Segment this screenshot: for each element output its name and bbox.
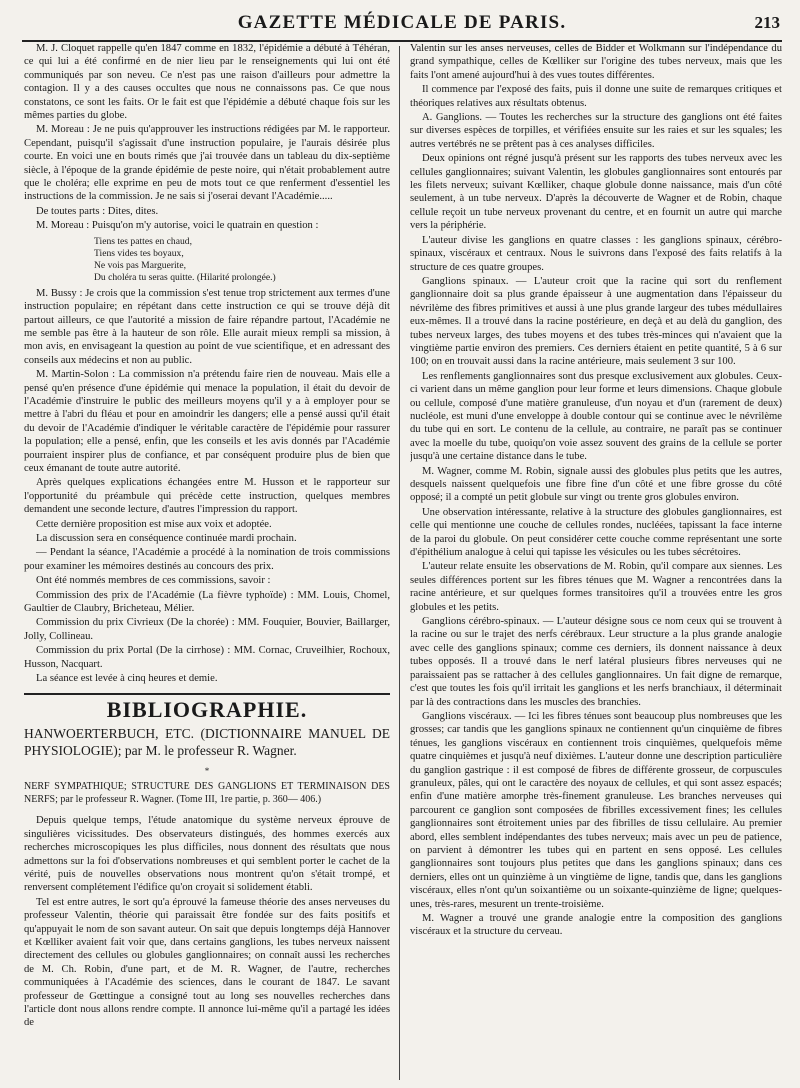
paragraph: La séance est levée à cinq heures et demie. (36, 673, 218, 685)
review-heading: HANWOERTERBUCH, ETC. (DICTIONNAIRE MANUEL DE PHYSIOLOGIE); par M. le professeur R. Wagner. (24, 725, 390, 758)
paragraph: Commission des prix de l'Académie (La fièvre typhoïde) : MM. Louis, Chomel, Gaultier de Claubry, Bricheteau, Mélier. (24, 589, 390, 615)
review-subheading: NERF SYMPATHIQUE; STRUCTURE DES GANGLIONS ET TERMINAISON DES NERFS; par le professeur R. Wagner. (Tome III, 1re partie, p. 360— 406.) (24, 781, 390, 806)
paragraph: A. Ganglions. — Toutes les recherches sur la structure des ganglions ont été faites sur diverses espèces de torpilles, et vérifiées ensuite sur les raies et sur les squales; les autres vertébrés ne se prêtent pas à ces analyses difficiles. (410, 112, 782, 150)
quatrain (94, 236, 390, 284)
paragraph: — Pendant la séance, l'Académie a procédé à la nomination de trois commissions pour examiner les mémoires destinés au concours des prix. (24, 547, 390, 572)
paragraph: Ont été nommés membres de ces commissions, savoir : (36, 575, 271, 587)
column-divider (399, 46, 400, 1080)
paragraph: Ganglions cérébro-spinaux. — L'auteur désigne sous ce nom ceux qui se trouvent à la racine ou sur le trajet des nerfs cérébraux. Leur structure a la plus grande analogie avec celle des ganglions spinaux; comme ces derniers, ils donnent naissance à deux tubes opposés. Il a trouvé dans le nerf latéral plusieurs fibres nerveuses qui ne paraissaient pas se rattacher à des cellules ganglionnaires. Un fait digne de remarque, c'est que toutes les fois qu'il irritait les ganglions et les nerfs branchiaux, il déterminait par là des contractions dans les muscles des branchies. (410, 616, 782, 708)
journal-title: GAZETTE MÉDICALE DE PARIS. (237, 12, 567, 33)
paragraph: Tel est entre autres, le sort qu'a éprouvé la fameuse théorie des anses nerveuses du professeur Valentin, théorie qui paraissait être fondée sur des faits positifs et qu'appuyait le nom de son savant auteur. On sait que depuis longtemps déjà Hannover et Kœlliker avaient fait voir que, dans certains ganglions, les tubes nerveux naissent directement des cellules ou globules ganglionnaires; on connaît aussi les recherches de M. Ch. Robin, d'une part, et de M. R. Wagner, de l'autre, recherches communiquées à l'Académie des sciences, dans le courant de 1847. Le savant professeur de Gœttingue a consigné tout au long ses nouvelles recherches dans l'article dont nous allons rendre compte. Il annonce lui-même qu'il a partagé les idées de (24, 896, 390, 1029)
paragraph: M. Bussy : Je crois que la commission s'est tenue trop strictement aux termes d'une instruction populaire; en répétant dans cette instruction ce qui se trouve déjà dit partout ailleurs, ce que l'autorité a mission de faire répandre partout, l'Académie ne me semble pas être à la hauteur de son rôle. Elle aurait mieux rempli sa mission, à mon avis, en envisageant la question au point de vue scientifique, et en adressant des conseils aux médecins et non au public. (24, 287, 390, 366)
paragraph: Deux opinions ont régné jusqu'à présent sur les rapports des tubes nerveux avec les cellules ganglionnaires; suivant Valentin, les globules ganglionnaires sont entourés par les filets nerveux; suivant Kœlliker, chaque globule donne naissance, mais d'un côté seulement, à un tube nerveux. D'après la découverte de Wagner et de Robin, chaque cellule reçoit un tube nerveux provenant du centre, et en fournit un autre qui marche vers la périphérie. (410, 153, 782, 232)
poem-line: Du choléra tu seras quitte. (Hilarité prolongée.) (94, 271, 276, 283)
paragraph: La discussion sera en conséquence continuée mardi prochain. (36, 533, 297, 544)
paragraph: Commission du prix Portal (De la cirrhose) : MM. Cornac, Cruveilhier, Rochoux, Husson, Nacquart. (24, 645, 390, 670)
paragraph: Valentin sur les anses nerveuses, celles de Bidder et Wolkmann sur l'indépendance du grand sympathique, celles de Kœlliker sur l'origine des tubes nerveux, mais que les faits l'ont amené aujourd'hui à des vues toutes différentes. (410, 43, 782, 81)
ornament: * (204, 765, 210, 776)
left-column (24, 42, 390, 1082)
page-number: 213 (754, 13, 780, 32)
poem-line: Ne vois pas Marguerite, (94, 259, 187, 271)
section-rule (24, 693, 390, 695)
paragraph: M. J. Cloquet rappelle qu'en 1847 comme en 1832, l'épidémie a débuté à Téhéran, ce qui lui a été confirmé en de nier lieu par le renseignements qui lui ont été communiqués par son neveu. Ce n'est pas une raison d'ailleurs pour admettre la contagion. Il y a des causes occultes que nous ne connaissons pas. Ce que nous constatons, ce sont les faits. Or le fait est que l'épidémie a débuté chaque fois sur les mêmes parties du globe. (24, 43, 390, 122)
paragraph: M. Moreau : Puisqu'on m'y autorise, voici le quatrain en question : (36, 220, 319, 232)
paragraph: Ganglions viscéraux. — Ici les fibres ténues sont beaucoup plus nombreuses que les grosses; car tandis que les ganglions spinaux ne contiennent qu'un cinquième de fibres ténues, les ganglions viscéraux en contiennent trois cinquièmes, quelquefois même quatre cinquièmes et jusqu'à neuf dixièmes. L'auteur donne une description particulière du ganglion gastrique : il est composé de fibres de différente grosseur, de corpuscules granuleux, pâles, qui ont le caractère des noyaux de cellules, et qui sont assez espacés; enfin d'une matière amorphe très-finement granuleuse. Les branches nerveuses qui parcourent ce ganglion sont composées de fibrilles excessivement fines; les cellules ganglionnaires sont étroitement unies par des fibrilles de tissu cellulaire. Au premier abord, elles semblent indépendantes des tubes nerveux; mais avec un peu de patience, on parvient à démontrer les tubes qui en partent en sens opposé. Les cellules ganglionnaires sont toujours plus petites que dans les ganglions spinaux; dans ces derniers, elles ont un quinzième à un vingtième de ligne, tandis que, dans les ganglions viscéraux, elles n'ont qu'un soixantième ou un soixante-quinzième de ligne; quelques-unes, très-rares, mesurent un trente-troisième. (410, 710, 782, 910)
paragraph: Ganglions spinaux. — L'auteur croit que la racine qui sort du renflement ganglionnaire doit sa plus grande épaisseur à une augmentation dans l'épaisseur du névrilème des fibres primitives et aussi à une plus grande largeur des tubes médullaires eux-mêmes. Il a trouvé dans la racine postérieure, en deçà et au delà du ganglion, des tubes nerveux larges, des tubes moyens et des tubes très-minces qui n'avaient que la vingtième partie environ des premiers. Ces derniers étaient en petite quantité, 5 à 6 sur 100; on en trouvait aussi dans la racine antérieure, mais seulement 3 sur 100. (410, 275, 782, 368)
paragraph: M. Martin-Solon : La commission n'a prétendu faire rien de nouveau. Mais elle a pensé qu'en présence d'une épidémie qui menace la population, il était du devoir de l'Académie d'instruire le public des meilleurs moyens qu'il y a à employer pour se mettre à l'abri du fléau et pour en amoindrir les dangers; elle a pensé aussi qu'il était du devoir de l'Académie d'indiquer le véritable caractère de l'épidémie pour rassurer la population; elle a pensé, enfin, que les conseils et les avis donnés par l'Académie pourraient inspirer plus de confiance, et par conséquent produire plus de bien que ceux émanant de toute autre autorité. (24, 369, 390, 474)
page-header (22, 10, 782, 42)
paragraph: Cette dernière proposition est mise aux voix et adoptée. (36, 518, 272, 530)
paragraph: M. Wagner a trouvé une grande analogie entre la composition des ganglions viscéraux et la structure du cerveau. (410, 913, 782, 938)
poem-line: Tiens tes pattes en chaud, (94, 235, 192, 247)
right-column (410, 42, 782, 1082)
paragraph: Après quelques explications échangées entre M. Husson et le rapporteur sur l'opportunité du préambule qui précède cette instruction, quelques membres demandent une seconde lecture, d'autres l'impression du rapport. (24, 477, 390, 516)
paragraph: Les renflements ganglionnaires sont dus presque exclusivement aux globules. Ceux-ci varient dans un même ganglion pour leur forme et leurs dimensions. Chaque globule ou cellule, composé d'une matière granuleuse, d'un noyau et d'un (rarement de deux) nucléole, est muni d'une enveloppe à double contour qui se continue avec le névrilème du tube qui en sort. Le contenu de la cellule, au contraire, ne paraît pas se continuer avec la moelle du tube, quoiqu'on voie assez souvent des grains de la cellule se porter jusqu'à une certaine distance dans le tube. (410, 370, 782, 463)
paragraph: M. Wagner, comme M. Robin, signale aussi des globules plus petits que les autres, desquels naissent quelquefois une fibre fine d'un côté et une fibre grosse du côté opposé; il a compté un petit globule sur vingt ou trente gros globules environ. (410, 465, 782, 504)
section-title: BIBLIOGRAPHIE. (106, 697, 308, 723)
paragraph: Il commence par l'exposé des faits, puis il donne une suite de remarques critiques et théoriques relatives aux résultats obtenus. (410, 84, 782, 109)
paragraph: De toutes parts : Dites, dites. (36, 205, 159, 217)
paragraph: L'auteur divise les ganglions en quatre classes : les ganglions spinaux, cérébro-spinaux, viscéraux et centraux. Nous le suivrons dans l'exposé des faits relatifs à la structure de ces quatre groupes. (410, 234, 782, 273)
poem-line: Tiens vides tes boyaux, (94, 247, 184, 259)
paragraph: Une observation intéressante, relative à la structure des globules ganglionnaires, est celle qui mentionne une couche de cellules rondes, nucléées, tapissant la face interne de la paroi du globule. On peut considérer cette couche comme représentant une sorte d'épithélium analogue à celui qui tapisse les vésicules ou les tubes sécrétoires. (410, 506, 782, 559)
paragraph: Depuis quelque temps, l'étude anatomique du système nerveux éprouve de singulières vicissitudes. Des observateurs distingués, des hommes exercés aux recherches microscopiques les plus difficiles, nous donnent des résultats que nous admettons sur la foi d'observations nombreuses et qui semblent porter le cachet de la vérité, puis de nouvelles observations nous montrent qu'on s'était trompé, et renversent complétement l'édifice qu'on croyait si solidement établi. (24, 815, 390, 894)
paragraph: M. Moreau : Je ne puis qu'approuver les instructions rédigées par M. le rapporteur. Cependant, puisqu'il s'agissait d'une instruction populaire, je l'aurais désirée plus courte. En voici une en bouts rimés que j'ai trouvée dans un tableau du dix-septième siècle, à l'époque de la grande épidémie de peste noire, qui n'était probablement autre que le choléra; elle exprime en peu de mots tout ce que renferment d'essentiel les instructions de la commission. Je ne sais si j'oserai devant l'Académie..... (24, 124, 390, 203)
paragraph: Commission du prix Civrieux (De la chorée) : MM. Fouquier, Bouvier, Baillarger, Jolly, Collineau. (24, 617, 390, 642)
paragraph: L'auteur relate ensuite les observations de M. Robin, qu'il compare aux siennes. Les seules différences portent sur les fibres ténues que M. Wagner a rencontrées dans la racine antérieure, et sur quelques formes transitoires qu'il a trouvées entre les gros globules et les petits. (410, 561, 782, 613)
